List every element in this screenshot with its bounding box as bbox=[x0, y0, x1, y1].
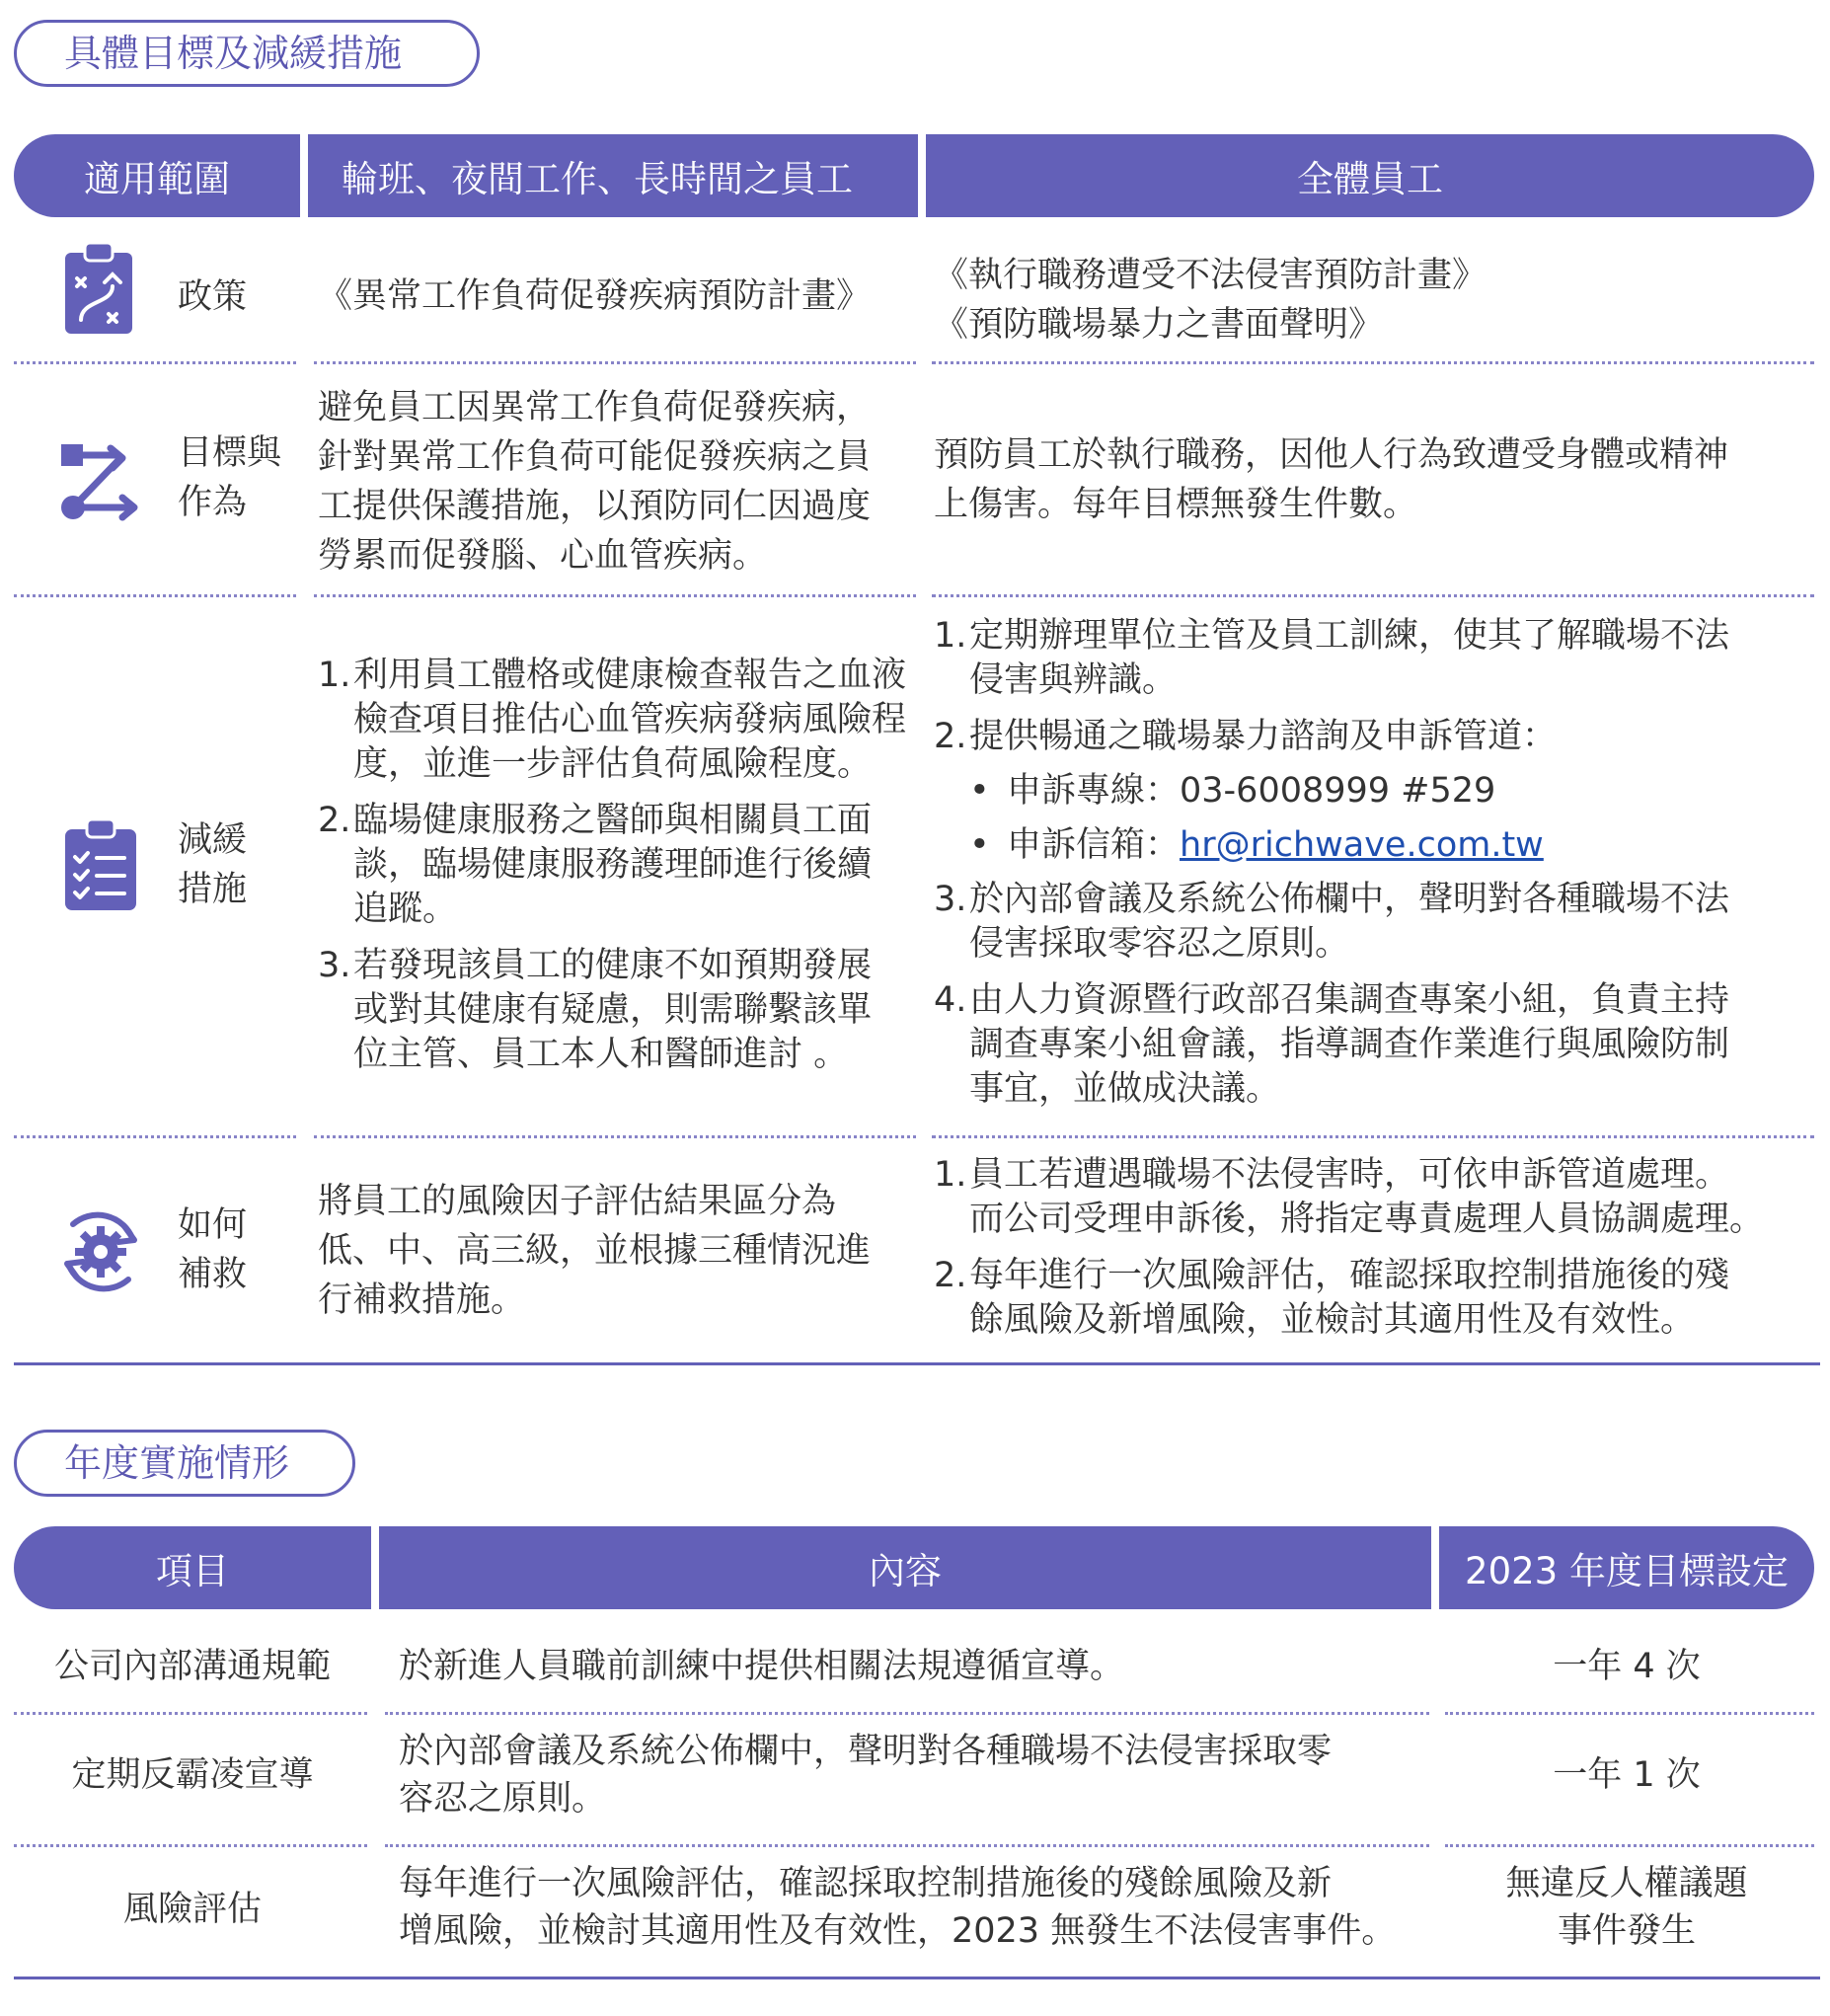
table-row-content bbox=[399, 1728, 1425, 1822]
email-link[interactable]: hr@richwave.com.tw bbox=[1180, 825, 1544, 865]
row-divider bbox=[314, 1135, 916, 1138]
list-line: 於內部會議及系統公佈欄中，聲明對各種職場不法 bbox=[969, 880, 1730, 919]
header-target-label: 2023 年度目標設定 bbox=[1465, 1550, 1789, 1592]
row-label-remedy-line-2: 補救 bbox=[178, 1255, 248, 1294]
table-bottom-rule bbox=[14, 1977, 1820, 1979]
list-line: 調查專案小組會議，指導調查作業進行與風險防制 bbox=[969, 1025, 1730, 1064]
header-shift-workers-label: 輪班、夜間工作、長時間之員工 bbox=[342, 158, 853, 200]
list-line: 由人力資源暨行政部召集調查專案小組，負責主持 bbox=[969, 980, 1730, 1020]
table-row-item bbox=[14, 1886, 371, 1933]
row-item-label: 定期反霸凌宣導 bbox=[71, 1755, 314, 1795]
list-number: 2. bbox=[318, 801, 351, 840]
policy-shift-line: 《異常工作負荷促發疾病預防計畫》 bbox=[318, 276, 872, 316]
table-bottom-rule bbox=[14, 1362, 1820, 1365]
list-item bbox=[934, 1153, 1822, 1242]
remedy-shift-line-1: 將員工的風險因子評估結果區分為 bbox=[318, 1182, 837, 1221]
row-divider bbox=[932, 1135, 1814, 1138]
row-divider bbox=[932, 361, 1814, 364]
list-line: 餘風險及新增風險，並檢討其適用性及有效性。 bbox=[969, 1300, 1696, 1340]
list-line: 位主管、員工本人和醫師進討 。 bbox=[353, 1035, 849, 1074]
row-divider bbox=[385, 1844, 1429, 1847]
hotline-label: 申訴專線： bbox=[1007, 771, 1181, 811]
row-target-line: 一年 4 次 bbox=[1553, 1647, 1701, 1686]
header-item-label: 項目 bbox=[156, 1550, 229, 1592]
list-line: 或對其健康有疑慮，則需聯繫該單 bbox=[353, 990, 873, 1030]
row-target-line: 事件發生 bbox=[1557, 1911, 1696, 1951]
list-line: 侵害採取零容忍之原則。 bbox=[969, 924, 1350, 964]
list-line: 定期辦理單位主管及員工訓練，使其了解職場不法 bbox=[969, 616, 1730, 656]
row-content-line: 於內部會議及系統公佈欄中，聲明對各種職場不法侵害採取零 bbox=[399, 1732, 1333, 1771]
row-divider bbox=[14, 361, 296, 364]
header-scope bbox=[14, 134, 300, 217]
mitigation-shift-list bbox=[318, 654, 920, 1077]
row-divider bbox=[1445, 1844, 1814, 1847]
row-divider bbox=[385, 1712, 1429, 1715]
list-line: 追蹤。 bbox=[353, 890, 458, 929]
list-item bbox=[934, 878, 1822, 967]
goals-shift-line-2: 針對異常工作負荷可能促發疾病之員 bbox=[318, 437, 872, 477]
list-item bbox=[318, 799, 920, 932]
list-line: 若發現該員工的健康不如預期發展 bbox=[353, 946, 873, 985]
list-line: 員工若遭遇職場不法侵害時，可依申訴管道處理。 bbox=[969, 1155, 1730, 1195]
list-number: 1. bbox=[934, 616, 967, 656]
table-row-content bbox=[399, 1860, 1425, 1955]
row-divider bbox=[14, 1135, 296, 1138]
header-all-employees-label: 全體員工 bbox=[1297, 158, 1443, 200]
policy-shift-text bbox=[318, 274, 871, 319]
header-all-employees bbox=[926, 134, 1814, 217]
table-row-target bbox=[1439, 1751, 1814, 1799]
row-content-line: 增風險，並檢討其適用性及有效性，2023 無發生不法侵害事件。 bbox=[399, 1911, 1397, 1951]
row-content-line: 容忍之原則。 bbox=[399, 1779, 607, 1819]
section-title-goals bbox=[14, 20, 480, 87]
list-item bbox=[318, 654, 920, 787]
row-label-mitigation-line-1: 減緩 bbox=[178, 820, 248, 860]
policy-all-line-1: 《執行職務遭受不法侵害預防計畫》 bbox=[934, 256, 1487, 295]
list-line: 利用員工體格或健康檢查報告之血液 bbox=[353, 656, 907, 695]
list-line: 臨場健康服務之醫師與相關員工面 bbox=[353, 801, 873, 840]
header-shift-workers bbox=[308, 134, 918, 217]
goals-all-text bbox=[934, 430, 1728, 529]
row-divider bbox=[14, 1712, 367, 1715]
list-item bbox=[318, 944, 920, 1077]
table-row-target bbox=[1439, 1643, 1814, 1690]
row-label-goals bbox=[178, 428, 281, 527]
list-number: 3. bbox=[934, 880, 967, 919]
remedy-shift-line-2: 低、中、高三級，並根據三種情況進 bbox=[318, 1231, 872, 1271]
row-label-goals-line-1: 目標與 bbox=[178, 433, 282, 473]
goals-shift-text bbox=[318, 383, 871, 581]
header-content bbox=[379, 1526, 1431, 1609]
policy-all-text bbox=[934, 251, 1487, 349]
goals-all-line-1: 預防員工於執行職務，因他人行為致遭受身體或精神 bbox=[934, 435, 1729, 475]
row-target-line: 無違反人權議題 bbox=[1505, 1864, 1748, 1903]
row-label-remedy bbox=[178, 1201, 247, 1299]
row-divider bbox=[314, 361, 916, 364]
row-content-line: 於新進人員職前訓練中提供相關法規遵循宣導。 bbox=[399, 1647, 1125, 1686]
header-item bbox=[14, 1526, 371, 1609]
row-divider bbox=[14, 594, 296, 597]
row-divider bbox=[314, 594, 916, 597]
goals-shift-line-4: 勞累而促發腦、心血管疾病。 bbox=[318, 536, 768, 576]
goals-shift-line-1: 避免員工因異常工作負荷促發疾病， bbox=[318, 388, 872, 427]
section-title-annual bbox=[14, 1430, 355, 1497]
row-divider bbox=[14, 1844, 367, 1847]
list-number: 2. bbox=[934, 717, 967, 756]
clipboard-strategy-icon bbox=[63, 241, 134, 336]
row-content-line: 每年進行一次風險評估，確認採取控制措施後的殘餘風險及新 bbox=[399, 1864, 1333, 1903]
mitigation-all-list bbox=[934, 614, 1822, 1112]
table-row-item bbox=[14, 1751, 371, 1799]
list-line: 談，臨場健康服務護理師進行後續 bbox=[353, 845, 873, 885]
list-line: 侵害與辨識。 bbox=[969, 660, 1178, 700]
list-item bbox=[934, 715, 1822, 868]
list-line: 提供暢通之職場暴力諮詢及申訴管道： bbox=[969, 717, 1558, 756]
list-item bbox=[934, 614, 1822, 703]
section-title-text: 具體目標及減緩措施 bbox=[64, 32, 403, 75]
row-label-goals-line-2: 作為 bbox=[178, 483, 248, 522]
list-item bbox=[934, 1254, 1822, 1343]
remedy-all-list bbox=[934, 1153, 1822, 1343]
list-item bbox=[934, 978, 1822, 1112]
route-arrows-icon bbox=[59, 440, 142, 523]
table-row-target bbox=[1439, 1860, 1814, 1955]
row-target-line: 一年 1 次 bbox=[1553, 1755, 1701, 1795]
list-line: 檢查項目推估心血管疾病發病風險程 bbox=[353, 700, 907, 739]
row-label-policy: 政策 bbox=[178, 277, 248, 317]
goals-shift-line-3: 工提供保護措施，以預防同仁因過度 bbox=[318, 487, 872, 526]
header-scope-label: 適用範圍 bbox=[84, 158, 230, 200]
list-line: 度，並進一步評估負荷風險程度。 bbox=[353, 744, 873, 784]
row-divider bbox=[932, 594, 1814, 597]
remedy-shift-line-3: 行補救措施。 bbox=[318, 1280, 526, 1320]
row-divider bbox=[1445, 1712, 1814, 1715]
row-item-label: 風險評估 bbox=[122, 1890, 262, 1929]
section-title-text: 年度實施情形 bbox=[64, 1441, 290, 1485]
list-number: 1. bbox=[318, 656, 351, 695]
list-number: 2. bbox=[934, 1256, 967, 1295]
checklist-icon bbox=[63, 817, 138, 912]
list-number: 3. bbox=[318, 946, 351, 985]
list-number: 1. bbox=[934, 1155, 967, 1195]
list-line: 每年進行一次風險評估，確認採取控制措施後的殘 bbox=[969, 1256, 1730, 1295]
header-content-label: 內容 bbox=[869, 1550, 942, 1592]
hotline-number: 03-6008999 #529 bbox=[1180, 771, 1496, 811]
row-label-mitigation-line-2: 措施 bbox=[178, 870, 248, 909]
mailbox-item bbox=[969, 823, 1822, 868]
goals-all-line-2: 上傷害。每年目標無發生件數。 bbox=[934, 485, 1418, 524]
list-line: 而公司受理申訴後，將指定專責處理人員協調處理。 bbox=[969, 1200, 1765, 1239]
table-row-item bbox=[14, 1643, 371, 1690]
policy-all-line-2: 《預防職場暴力之書面聲明》 bbox=[934, 305, 1384, 345]
list-line: 事宜，並做成決議。 bbox=[969, 1069, 1281, 1109]
hotline-item bbox=[969, 769, 1822, 814]
table-row-content bbox=[399, 1643, 1425, 1690]
header-target-2023 bbox=[1439, 1526, 1814, 1609]
row-item-label: 公司內部溝通規範 bbox=[53, 1647, 331, 1686]
remedy-shift-text bbox=[318, 1177, 871, 1325]
row-label-mitigation bbox=[178, 815, 247, 914]
row-label-remedy-line-1: 如何 bbox=[178, 1205, 248, 1245]
mailbox-label: 申訴信箱： bbox=[1007, 825, 1181, 865]
list-number: 4. bbox=[934, 980, 967, 1020]
gear-cycle-icon bbox=[53, 1204, 148, 1299]
